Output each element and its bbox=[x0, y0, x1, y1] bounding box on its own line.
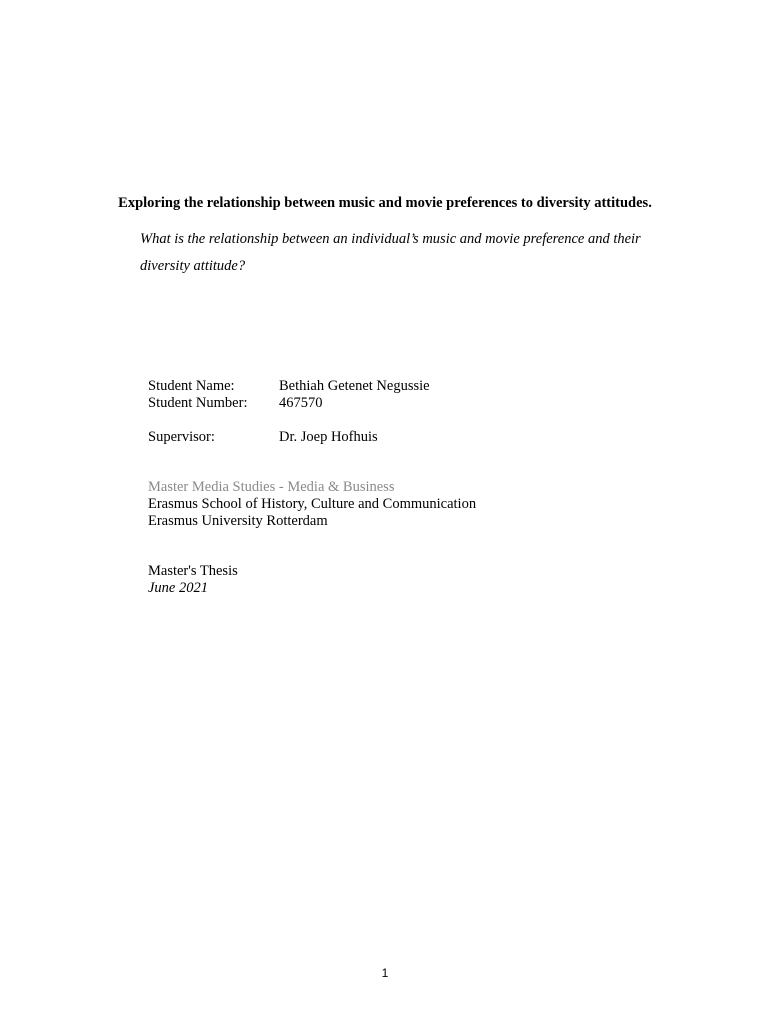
student-number-row bbox=[148, 395, 430, 412]
research-question: What is the relationship between an individual’s music and movie preference and their diversity attitude? bbox=[140, 231, 641, 274]
student-name-label: Student Name: bbox=[148, 378, 235, 394]
student-name-value: Bethiah Getenet Negussie bbox=[279, 378, 430, 394]
student-name-row bbox=[148, 378, 430, 395]
student-number-value: 467570 bbox=[279, 395, 323, 411]
page-number: 1 bbox=[381, 966, 389, 980]
thesis-title: Exploring the relationship between music and movie preferences to diversity attitudes. bbox=[118, 195, 652, 211]
thesis-meta bbox=[148, 563, 238, 597]
student-info bbox=[148, 378, 430, 412]
program-name: Master Media Studies - Media & Business bbox=[148, 479, 395, 495]
school-name: Erasmus School of History, Culture and Communication bbox=[148, 496, 477, 512]
student-number-label: Student Number: bbox=[148, 395, 248, 411]
supervisor-value: Dr. Joep Hofhuis bbox=[279, 429, 378, 445]
supervisor-row bbox=[148, 429, 378, 446]
submission-date: June 2021 bbox=[148, 580, 208, 596]
document-type: Master's Thesis bbox=[148, 563, 238, 579]
university-name: Erasmus University Rotterdam bbox=[148, 513, 328, 529]
supervisor-label: Supervisor: bbox=[148, 429, 215, 445]
institution-info bbox=[148, 479, 476, 530]
supervisor-info bbox=[148, 429, 378, 446]
